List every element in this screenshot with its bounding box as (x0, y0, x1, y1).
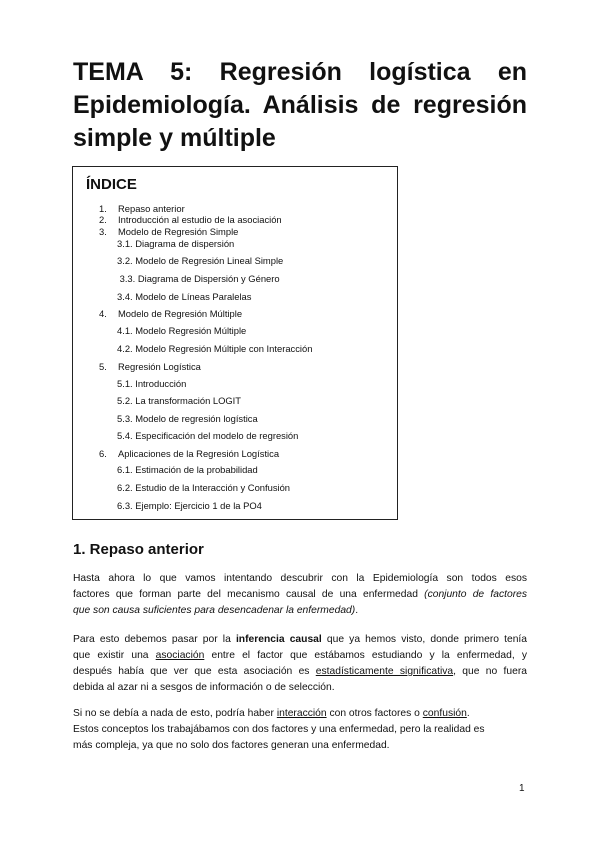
toc-item (99, 448, 279, 459)
underlined-text: estadísticamente significativa (315, 666, 454, 677)
toc-item (99, 361, 201, 372)
text-run: entre el factor que estábamos estudiando y la enfermedad, y (204, 650, 527, 661)
text-run: , que no fuera (453, 666, 527, 677)
paragraph-3 (73, 706, 527, 754)
toc-item-label: Modelo de Regresión Múltiple (118, 308, 243, 319)
toc-item-label: 5.3. Modelo de regresión logística (117, 413, 258, 424)
toc-item-label: Aplicaciones de la Regresión Logística (118, 448, 280, 459)
paragraph-line (73, 632, 527, 648)
toc-item-label: 6.2. Estudio de la Interacción y Confusión (117, 482, 291, 493)
paragraph-line: más compleja, ya que no solo dos factores generan una enfermedad. (73, 740, 390, 751)
toc-subitem (117, 343, 312, 354)
toc-item-number: 3. (99, 226, 107, 237)
toc-item-label: 5.2. La transformación LOGIT (117, 395, 242, 406)
toc-item (99, 226, 238, 237)
toc-item-label: Repaso anterior (118, 203, 185, 214)
toc-item-label: 3.1. Diagrama de dispersión (117, 238, 235, 249)
text-run: Para esto debemos pasar por la (73, 634, 236, 645)
title-line-1: TEMA 5: Regresión logística en (73, 58, 527, 86)
text-run: . (355, 605, 359, 616)
text-run: factores que forman parte del mecanismo causal de una enfermedad (73, 589, 425, 600)
paragraph-line: debida al azar ni a sesgos de información o de selección. (73, 682, 335, 693)
text-run: que existir una (73, 650, 156, 661)
page-number: 1 (519, 783, 525, 794)
toc-item-label: 3.2. Modelo de Regresión Lineal Simple (117, 255, 284, 266)
text-run: . (466, 708, 470, 719)
toc-item-label: 5.4. Especificación del modelo de regresión (117, 430, 299, 441)
title-line-3: simple y múltiple (73, 124, 276, 152)
paragraph-line: Hasta ahora lo que vamos intentando descubrir con la Epidemiología son todos esos (73, 573, 527, 584)
toc-subitem (117, 238, 234, 249)
toc-item-label: 4.2. Modelo Regresión Múltiple con Interacción (117, 343, 313, 354)
bold-text: inferencia causal (235, 634, 322, 645)
section-heading: 1. Repaso anterior (73, 541, 204, 558)
toc-item-label: Regresión Logística (118, 361, 201, 372)
text-run: Si no se debía a nada de esto, podría haber (73, 708, 277, 719)
toc-item-label: 4.1. Modelo Regresión Múltiple (117, 325, 247, 336)
page-title (73, 56, 527, 155)
paragraph-line (73, 587, 527, 603)
table-of-contents (72, 166, 398, 520)
text-run: con otros factores o (326, 708, 423, 719)
toc-item-label: 6.1. Estimación de la probabilidad (117, 464, 258, 475)
underlined-text: interacción (276, 708, 327, 719)
paragraph-line: Estos conceptos los trabajábamos con dos factores y una enfermedad, pero la realidad es (73, 724, 485, 735)
toc-heading: ÍNDICE (86, 176, 137, 193)
toc-subitem (117, 500, 262, 511)
toc-item-label: 3.4. Modelo de Líneas Paralelas (117, 291, 252, 302)
toc-item (99, 308, 242, 319)
text-run: que ya hemos visto, donde primero tenía (321, 634, 527, 645)
toc-item-number: 2. (99, 214, 107, 225)
italic-text: que son causa suficientes para desencadenar la enfermedad) (73, 605, 356, 616)
paragraph-line (73, 664, 527, 680)
toc-subitem (117, 378, 186, 389)
paragraph-1 (73, 571, 527, 619)
paragraph-line (73, 648, 527, 664)
toc-item-label: Introducción al estudio de la asociación (118, 214, 282, 225)
paragraph-2 (73, 632, 527, 696)
toc-item-label: Modelo de Regresión Simple (118, 226, 239, 237)
toc-item-label: 5.1. Introducción (117, 378, 187, 389)
toc-subitem (117, 430, 298, 441)
paragraph-line (73, 603, 527, 619)
paragraph-line (73, 706, 527, 722)
toc-item (99, 214, 282, 225)
toc-item-number: 1. (99, 203, 107, 214)
toc-item-number: 6. (99, 448, 107, 459)
toc-item-number: 5. (99, 361, 107, 372)
toc-item-label: 3.3. Diagrama de Dispersión y Género (117, 273, 280, 284)
toc-subitem (117, 325, 246, 336)
toc-subitem (117, 482, 290, 493)
italic-text: (conjunto de factores (424, 589, 527, 600)
underlined-text: asociación (155, 650, 205, 661)
toc-subitem (117, 395, 241, 406)
toc-subitem (117, 273, 280, 284)
toc-item-label: 6.3. Ejemplo: Ejercicio 1 de la PO4 (117, 500, 262, 511)
toc-item (99, 203, 185, 214)
title-line-2: Epidemiología. Análisis de regresión (73, 91, 527, 119)
toc-item-number: 4. (99, 308, 107, 319)
toc-subitem (117, 255, 283, 266)
underlined-text: confusión (422, 708, 467, 719)
toc-subitem (117, 464, 258, 475)
toc-subitem (117, 413, 258, 424)
text-run: después había que ver que esta asociación es (73, 666, 316, 677)
toc-subitem (117, 291, 251, 302)
